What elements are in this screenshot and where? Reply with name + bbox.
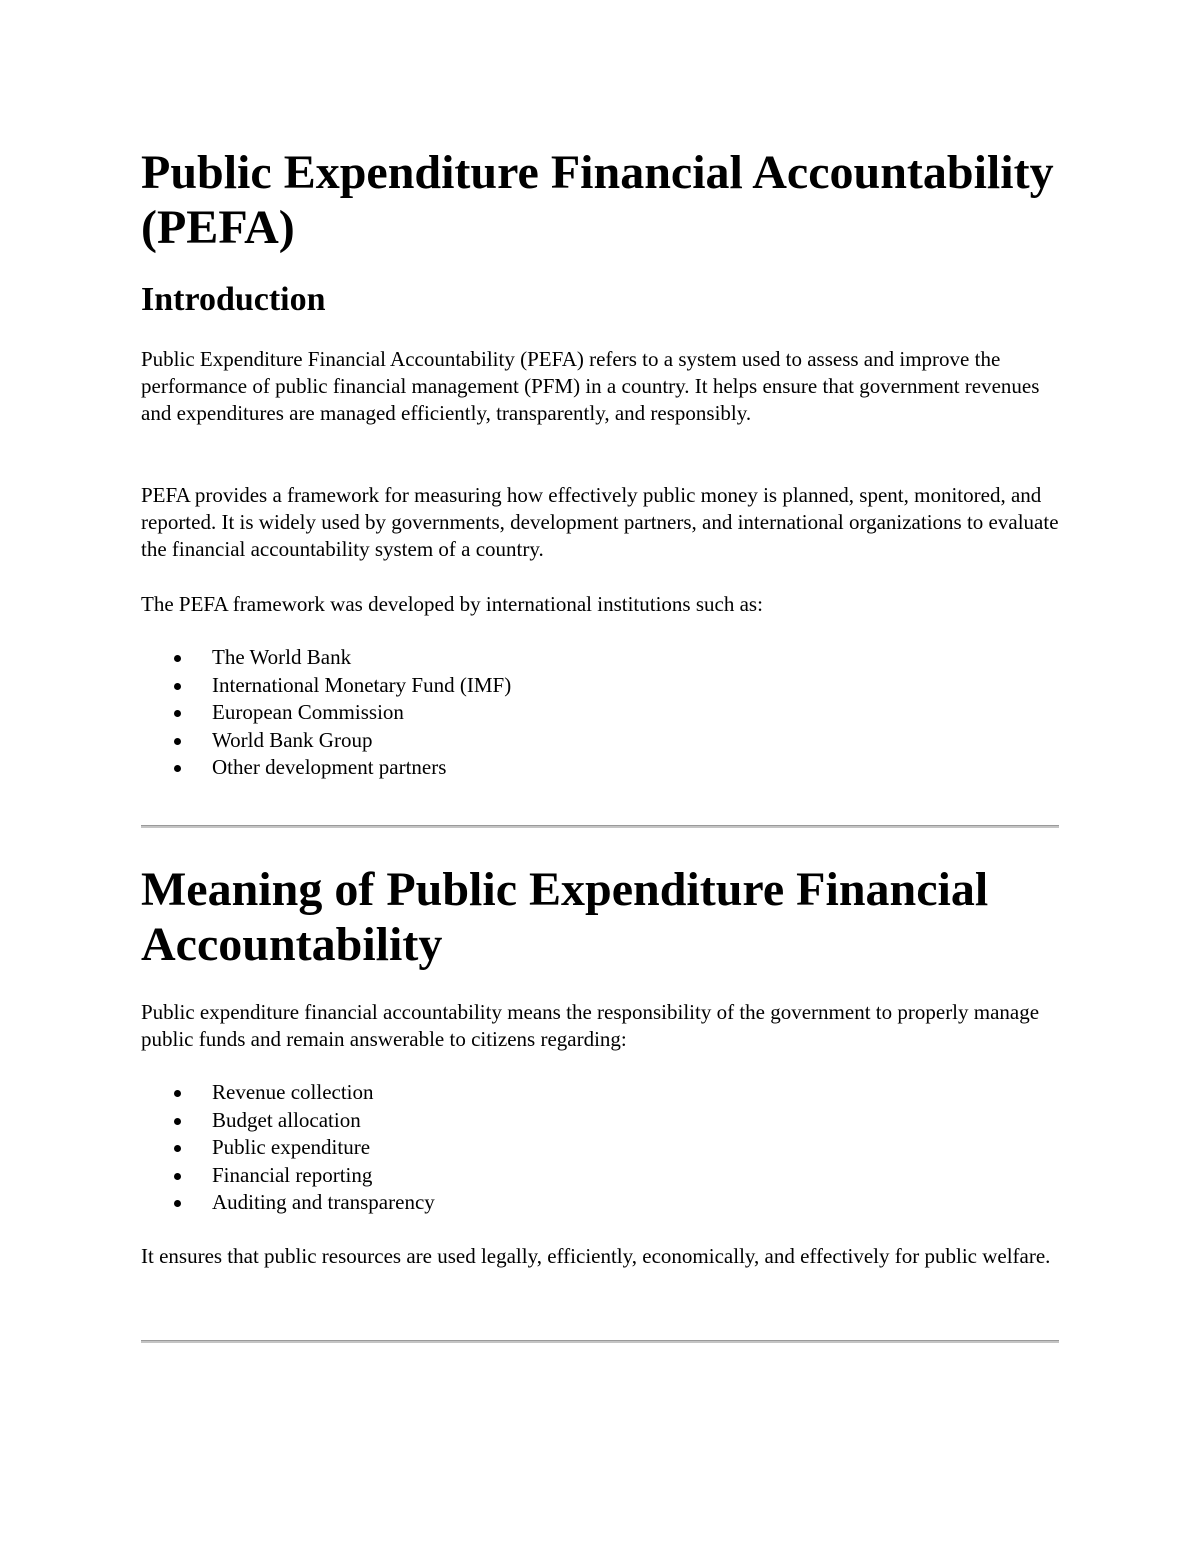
list-item: International Monetary Fund (IMF) <box>141 672 1059 700</box>
list-item: World Bank Group <box>141 727 1059 755</box>
bullet-icon <box>174 765 181 772</box>
conclusion-paragraph: It ensures that public resources are used legally, efficiently, economically, and effectively for public welfare. <box>141 1244 1051 1268</box>
meaning-paragraph: Public expenditure financial accountability means the responsibility of the government to properly manage public funds and remain answerable to citizens regarding: <box>141 1000 1040 1051</box>
list-item: Other development partners <box>141 754 1059 782</box>
list-item: Public expenditure <box>141 1134 1059 1162</box>
bullet-icon <box>174 1090 181 1097</box>
institutions-intro-paragraph: The PEFA framework was developed by international institutions such as: <box>141 592 763 616</box>
section-heading-introduction: Introduction <box>141 281 326 318</box>
framework-paragraph: PEFA provides a framework for measuring how effectively public money is planned, spent, monitored, and reported. It is widely used by governments, development partners, and international organizations to evaluate the financial accountability system of a country. <box>141 483 1059 561</box>
intro-paragraph: Public Expenditure Financial Accountability (PEFA) refers to a system used to assess and improve the performance of public financial management (PFM) in a country. It helps ensure that government revenues and expenditures are managed efficiently, transparently, and responsibly. <box>141 347 1040 425</box>
bullet-icon <box>174 710 181 717</box>
section-title-meaning: Meaning of Public Expenditure Financial Accountability <box>141 863 989 971</box>
bullet-icon <box>174 1173 181 1180</box>
list-item: Auditing and transparency <box>141 1189 1059 1217</box>
list-item: Budget allocation <box>141 1107 1059 1135</box>
responsibility-areas-list <box>141 1079 1059 1217</box>
section-divider <box>141 825 1059 828</box>
list-item: European Commission <box>141 699 1059 727</box>
bullet-icon <box>174 1200 181 1207</box>
list-item: Revenue collection <box>141 1079 1059 1107</box>
institutions-list <box>141 644 1059 782</box>
section-divider <box>141 1340 1059 1343</box>
bullet-icon <box>174 1145 181 1152</box>
bullet-icon <box>174 1118 181 1125</box>
list-item: Financial reporting <box>141 1162 1059 1190</box>
list-item: The World Bank <box>141 644 1059 672</box>
bullet-icon <box>174 655 181 662</box>
bullet-icon <box>174 738 181 745</box>
page-title: Public Expenditure Financial Accountability (PEFA) <box>141 146 1054 254</box>
bullet-icon <box>174 683 181 690</box>
